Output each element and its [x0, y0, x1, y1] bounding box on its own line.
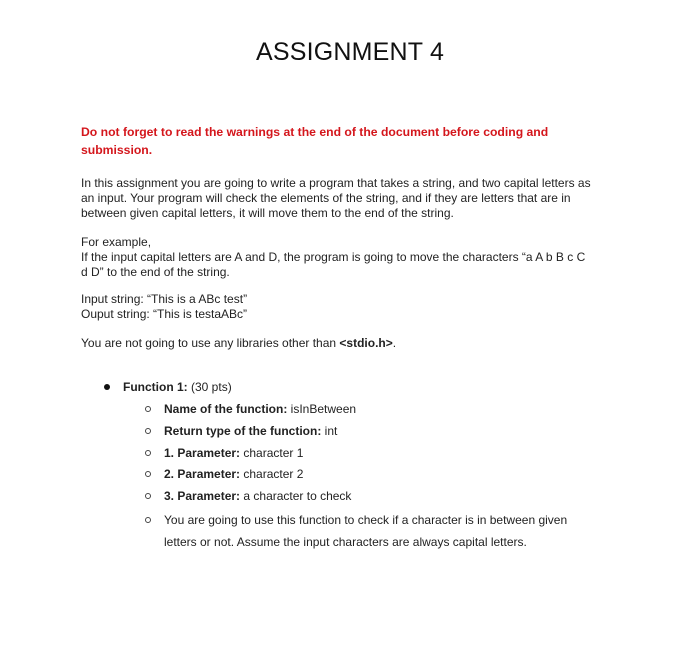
example-line-3: d D” to the end of the string. [81, 265, 230, 279]
sub-item-value: int [321, 424, 338, 438]
warning-line-2: submission. [81, 143, 153, 157]
intro-line-2: an input. Your program will check the elements of the string, and if they are letters that are in [81, 191, 571, 205]
function-1-label: Function 1: [123, 380, 188, 394]
hollow-bullet-icon [145, 428, 151, 434]
intro-line-3: between given capital letters, it will move them to the end of the string. [81, 206, 454, 220]
libraries-note [81, 336, 641, 351]
bullet-dot-icon [104, 384, 110, 390]
hollow-bullet-icon [145, 471, 151, 477]
example-paragraph [81, 235, 641, 280]
usage-note-line-1: You are going to use this function to check if a character is in between given [164, 513, 568, 527]
sub-item-value: character 2 [240, 467, 304, 481]
sub-item-label: Return type of the function: [164, 424, 322, 438]
libraries-suffix: . [392, 336, 397, 350]
libraries-text: You are not going to use any libraries other than [81, 336, 340, 350]
library-name: <stdio.h> [339, 336, 393, 350]
sub-item-value: isInBetween [287, 402, 357, 416]
document-title: ASSIGNMENT 4 [255, 38, 445, 66]
input-string-line: Input string: “This is a ABc test” [81, 292, 248, 306]
example-line-1: For example, [81, 235, 152, 249]
warning-line-1: Do not forget to read the warnings at the end of the document before coding and [81, 125, 549, 139]
sub-item-value: character 1 [240, 446, 304, 460]
output-string-line: Ouput string: “This is testaABc” [81, 307, 248, 321]
hollow-bullet-icon [145, 493, 151, 499]
intro-line-1: In this assignment you are going to write a program that takes a string, and two capital letters as [81, 176, 591, 190]
warning-text [81, 123, 641, 159]
sub-item-label: 3. Parameter: [164, 489, 241, 503]
hollow-bullet-icon [145, 517, 151, 523]
function-1-points: (30 pts) [187, 380, 232, 394]
sub-item-value: a character to check [240, 489, 352, 503]
usage-note-line-2: letters or not. Assume the input characters are always capital letters. [164, 535, 527, 549]
intro-paragraph [81, 176, 641, 221]
sub-item-label: 1. Parameter: [164, 446, 241, 460]
hollow-bullet-icon [145, 406, 151, 412]
example-line-2: If the input capital letters are A and D, the program is going to move the characters “a A b B c C [81, 250, 586, 264]
sub-item-label: Name of the function: [164, 402, 288, 416]
io-example [81, 292, 641, 322]
sub-item-label: 2. Parameter: [164, 467, 241, 481]
hollow-bullet-icon [145, 450, 151, 456]
